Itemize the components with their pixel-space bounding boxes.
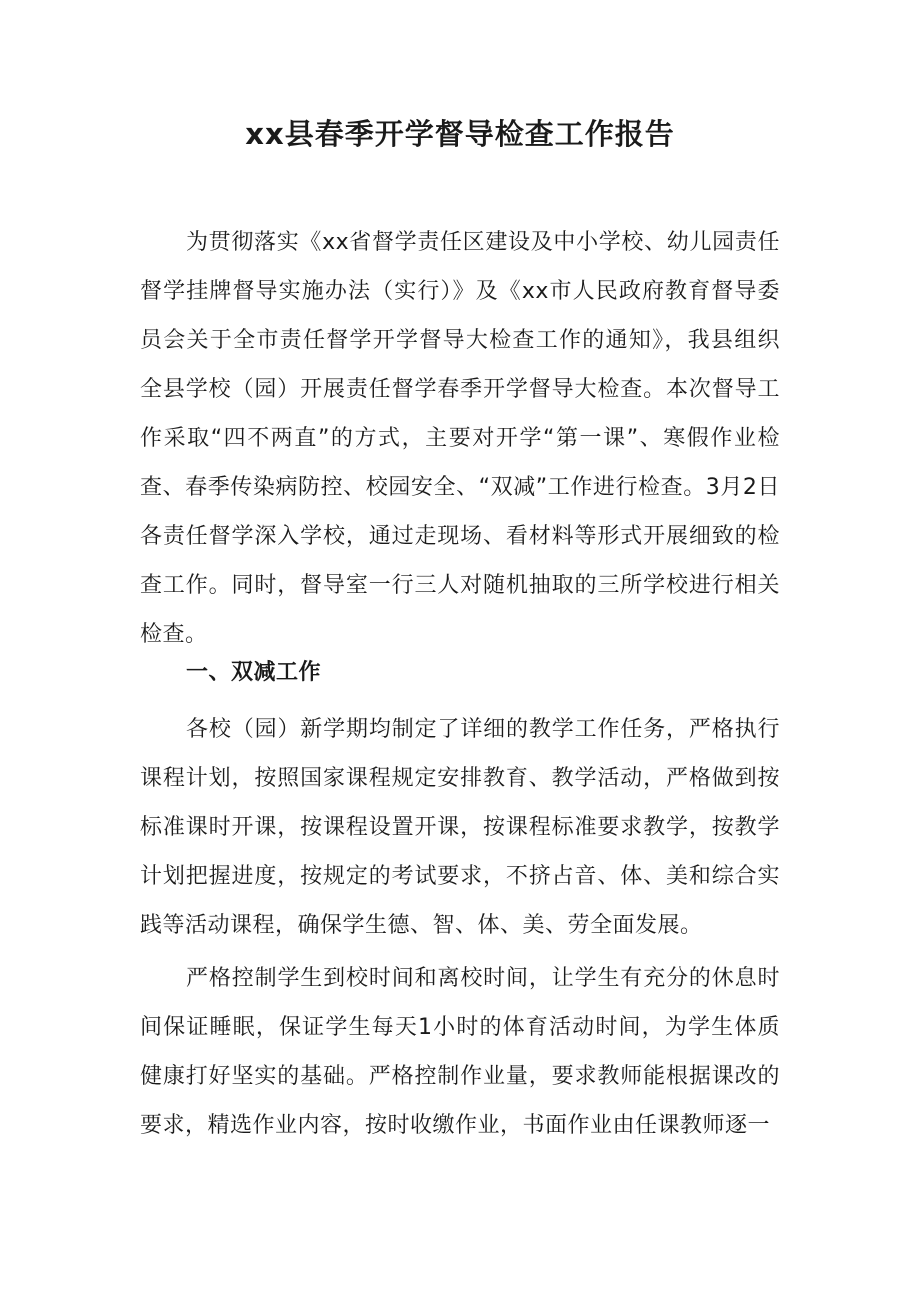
time-control-paragraph: 严格控制学生到校时间和离校时间，让学生有充分的休息时间保证睡眠，保证学生每天1小时的体育活动时间，为学生体质健康打好坚实的基础。严格控制作业量，要求教师能根据课改的要求，精选作业内容，按时收缴作业，书面作业由任课教师逐一 (140, 966, 780, 1138)
teaching-paragraph: 各校（园）新学期均制定了详细的教学工作任务，严格执行课程计划，按照国家课程规定安排教育、教学活动，严格做到按标准课时开课，按课程设置开课，按课程标准要求教学，按教学计划把握进度，按规定的考试要求，不挤占音、体、美和综合实践等活动课程，确保学生德、智、体、美、劳全面发展。 (140, 717, 780, 938)
intro-paragraph: 为贯彻落实《xx省督学责任区建设及中小学校、幼儿园责任督学挂牌督导实施办法（实行）》及《xx市人民政府教育督导委员会关于全市责任督学开学督导大检查工作的通知》，我县组织全县学校（园）开展责任督学春季开学督导大检查。本次督导工作采取“四不两直”的方式，主要对开学“第一课”、寒假作业检查、春季传染病防控、校园安全、“双减”工作进行检查。3月2日各责任督学深入学校，通过走现场、看材料等形式开展细致的检查工作。同时，督导室一行三人对随机抽取的三所学校进行相关检查。 (140, 230, 780, 647)
document-title: xx县春季开学督导检查工作报告 (245, 117, 675, 151)
section-heading-double-reduction: 一、双减工作 (186, 660, 322, 685)
